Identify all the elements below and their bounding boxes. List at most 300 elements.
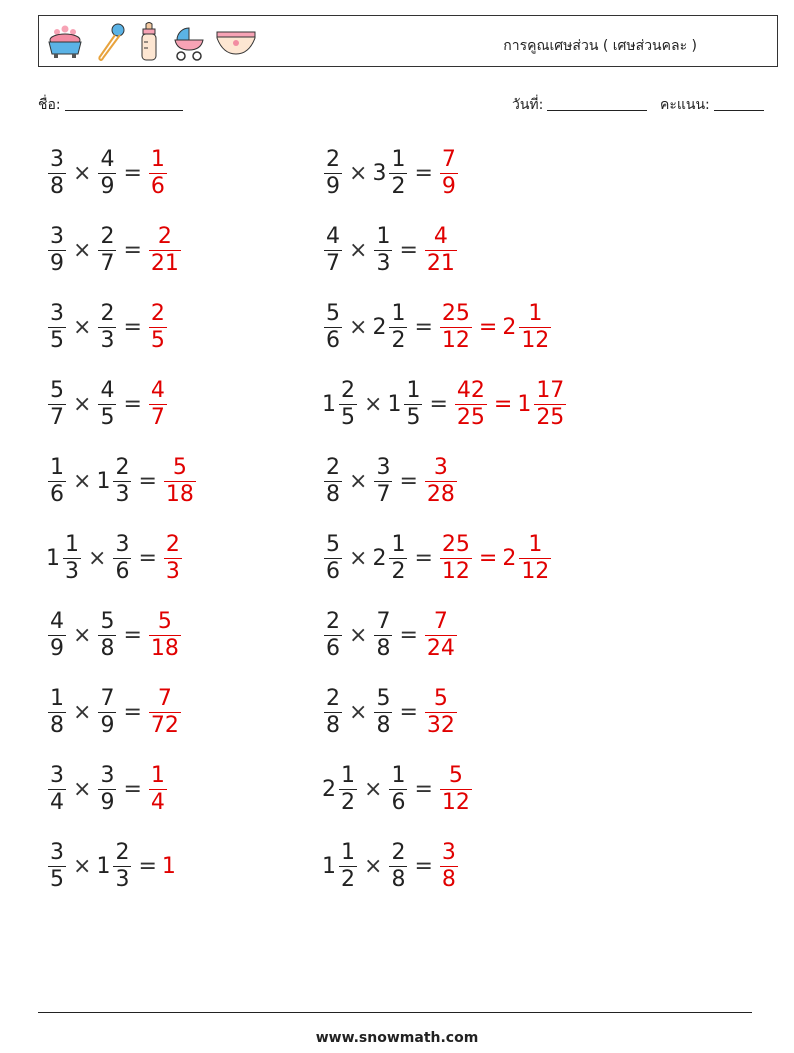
mixed-number: [372, 531, 409, 584]
numerator: 4: [150, 377, 165, 403]
mixed-number: [387, 839, 409, 892]
equals-sign: =: [414, 314, 433, 340]
times-sign: ×: [73, 391, 92, 417]
whole-part: 1: [96, 853, 111, 879]
times-sign: ×: [349, 237, 368, 263]
problem-item: [322, 527, 553, 589]
denominator: 6: [50, 481, 64, 507]
fraction: [149, 685, 181, 738]
numerator: 4: [326, 223, 340, 249]
mixed-number: [438, 146, 460, 199]
fraction: [389, 146, 407, 199]
numerator: 3: [115, 531, 130, 557]
fraction: [324, 300, 342, 353]
denominator: 21: [150, 250, 179, 276]
date-label: วันที่:: [512, 97, 544, 113]
numerator: 2: [165, 531, 180, 557]
equals-sign: =: [123, 391, 142, 417]
equals-sign: =: [138, 545, 157, 571]
numerator: 3: [50, 223, 64, 249]
numerator: 2: [326, 454, 340, 480]
mixed-number: [438, 531, 474, 584]
times-sign: ×: [73, 468, 92, 494]
numerator: 1: [391, 146, 406, 172]
mixed-number: [96, 839, 133, 892]
fraction: [324, 454, 342, 507]
equals-sign: =: [123, 160, 142, 186]
denominator: 3: [376, 250, 391, 276]
problem-item: [46, 681, 183, 743]
mixed-number: [46, 685, 68, 738]
numerator: 5: [448, 762, 463, 788]
fraction: [374, 223, 392, 276]
whole-part: 2: [502, 314, 517, 340]
footer-url: www.snowmath.com: [315, 1030, 479, 1046]
score-blank[interactable]: [714, 96, 764, 111]
mixed-number: [372, 300, 409, 353]
denominator: 9: [100, 712, 115, 738]
times-sign: ×: [73, 237, 92, 263]
fraction: [98, 762, 116, 815]
score-label: คะแนน:: [660, 97, 710, 113]
denominator: 8: [50, 173, 64, 199]
numerator: 2: [391, 839, 406, 865]
mixed-number: [147, 300, 169, 353]
bathtub-icon: [45, 22, 85, 62]
fraction: [534, 377, 566, 430]
numerator: 2: [100, 223, 115, 249]
denominator: 8: [441, 866, 456, 892]
mixed-number: [502, 531, 553, 584]
whole-part: 1: [387, 391, 402, 417]
times-sign: ×: [73, 853, 92, 879]
name-blank[interactable]: [65, 96, 183, 111]
numerator: 5: [50, 377, 64, 403]
denominator: 6: [115, 558, 130, 584]
answer: [453, 377, 568, 430]
numerator: 25: [441, 300, 470, 326]
denominator: 6: [326, 327, 340, 353]
mixed-number: [387, 762, 409, 815]
times-sign: ×: [349, 622, 368, 648]
mixed-number: [322, 223, 344, 276]
problem-item: [322, 604, 459, 666]
numerator: 2: [100, 300, 115, 326]
denominator: 3: [115, 866, 130, 892]
fraction: [48, 685, 66, 738]
mixed-number: [423, 454, 459, 507]
numerator: 17: [536, 377, 565, 403]
denominator: 2: [341, 789, 355, 815]
fraction: [149, 223, 181, 276]
denominator: 3: [115, 481, 130, 507]
fraction: [324, 146, 342, 199]
problem-item: [46, 373, 169, 435]
mixed-number: [372, 146, 409, 199]
denominator: 5: [50, 327, 64, 353]
denominator: 9: [100, 789, 115, 815]
answer: [147, 608, 183, 661]
fraction: [149, 146, 167, 199]
denominator: 6: [391, 789, 406, 815]
mixed-number: [111, 531, 133, 584]
denominator: 25: [536, 404, 565, 430]
denominator: 21: [426, 250, 455, 276]
fraction: [374, 454, 392, 507]
worksheet-header: [38, 15, 778, 67]
denominator: 9: [326, 173, 340, 199]
fraction: [519, 300, 551, 353]
mixed-number: [147, 608, 183, 661]
numerator: 1: [150, 146, 165, 172]
problem-item: [322, 142, 460, 204]
numerator: 2: [326, 146, 340, 172]
mixed-number: [322, 531, 344, 584]
denominator: 2: [391, 558, 406, 584]
fraction: [440, 762, 472, 815]
denominator: 5: [100, 404, 115, 430]
fraction: [389, 762, 407, 815]
whole-part: 2: [502, 545, 517, 571]
times-sign: ×: [349, 699, 368, 725]
numerator: 4: [100, 146, 115, 172]
mixed-number: [322, 839, 359, 892]
times-sign: ×: [73, 314, 92, 340]
numerator: 1: [391, 762, 406, 788]
fraction: [425, 454, 457, 507]
fraction: [389, 839, 407, 892]
name-field[interactable]: [38, 94, 183, 116]
numerator: 1: [341, 839, 355, 865]
fraction: [324, 685, 342, 738]
answer: [423, 223, 459, 276]
numerator: 4: [433, 223, 448, 249]
answer: [438, 300, 553, 353]
times-sign: ×: [73, 622, 92, 648]
mixed-number: [438, 839, 460, 892]
times-sign: ×: [73, 776, 92, 802]
fraction: [149, 608, 181, 661]
equals-sign: =: [399, 622, 418, 648]
equals-sign: =: [123, 699, 142, 725]
fraction: [389, 531, 407, 584]
mixed-number: [322, 762, 359, 815]
denominator: 18: [165, 481, 194, 507]
problem-item: [322, 450, 459, 512]
mixed-number: [96, 377, 118, 430]
mixed-number: [46, 839, 68, 892]
numerator: 2: [115, 839, 130, 865]
mixed-number: [96, 146, 118, 199]
date-blank[interactable]: [547, 96, 647, 111]
equals-sign: =: [123, 314, 142, 340]
fraction: [324, 531, 342, 584]
mixed-number: [423, 608, 459, 661]
denominator: 4: [150, 789, 165, 815]
mixed-number: [46, 608, 68, 661]
numerator: 2: [157, 223, 172, 249]
numerator: 3: [100, 762, 115, 788]
answer: [147, 300, 169, 353]
numerator: 1: [406, 377, 421, 403]
whole-part: 1: [96, 468, 111, 494]
fraction: [425, 608, 457, 661]
numerator: 7: [376, 608, 391, 634]
denominator: 2: [391, 327, 406, 353]
fraction: [98, 223, 116, 276]
problem-item: [46, 219, 183, 281]
fraction: [440, 531, 472, 584]
fraction: [149, 762, 167, 815]
numerator: 1: [391, 531, 406, 557]
numerator: 2: [341, 377, 355, 403]
numerator: 42: [456, 377, 485, 403]
fraction: [113, 839, 131, 892]
problem-item: [46, 835, 177, 897]
mixed-number: [96, 608, 118, 661]
worksheet-title: การคูณเศษส่วน ( เศษส่วนคละ ): [503, 38, 697, 54]
denominator: 25: [456, 404, 485, 430]
equals-sign: =: [399, 237, 418, 263]
diaper-icon: [215, 22, 257, 62]
answer: [162, 454, 198, 507]
numerator: 3: [376, 454, 391, 480]
numerator: 1: [50, 685, 64, 711]
numerator: 1: [65, 531, 79, 557]
mixed-number: [96, 454, 133, 507]
fraction: [440, 300, 472, 353]
mixed-number: [438, 762, 474, 815]
problem-item: [46, 758, 169, 820]
name-label: ชื่อ:: [38, 97, 61, 113]
fraction: [425, 685, 457, 738]
fraction: [425, 223, 457, 276]
mixed-number: [46, 300, 68, 353]
equals-sign: =: [478, 314, 498, 340]
denominator: 3: [100, 327, 115, 353]
denominator: 12: [441, 558, 470, 584]
fraction: [440, 839, 458, 892]
answer: [438, 531, 553, 584]
denominator: 5: [406, 404, 421, 430]
baby-bottle-icon: [135, 22, 163, 62]
score-field[interactable]: [660, 94, 764, 116]
equals-sign: =: [493, 391, 513, 417]
mixed-number: [46, 223, 68, 276]
answer: [438, 146, 460, 199]
baby-carriage-icon: [171, 22, 207, 62]
numerator: 3: [50, 762, 64, 788]
fraction: [389, 300, 407, 353]
denominator: 8: [326, 481, 340, 507]
fraction: [98, 300, 116, 353]
whole-part: 1: [161, 853, 176, 879]
problem-item: [322, 758, 474, 820]
fraction: [98, 146, 116, 199]
denominator: 2: [391, 173, 406, 199]
numerator: 1: [341, 762, 355, 788]
problem-item: [322, 681, 459, 743]
mixed-number: [322, 300, 344, 353]
fraction: [164, 454, 196, 507]
fraction: [455, 377, 487, 430]
mixed-number: [322, 685, 344, 738]
denominator: 9: [100, 173, 115, 199]
problem-item: [46, 604, 183, 666]
header-icons: [45, 22, 257, 62]
problem-item: [322, 373, 568, 435]
times-sign: ×: [88, 545, 107, 571]
numerator: 5: [100, 608, 115, 634]
fraction: [339, 762, 357, 815]
numerator: 7: [157, 685, 172, 711]
equals-sign: =: [414, 545, 433, 571]
fraction: [149, 300, 167, 353]
whole-part: 2: [372, 314, 387, 340]
answer: [423, 608, 459, 661]
mixed-number: [387, 377, 424, 430]
numerator: 5: [172, 454, 187, 480]
problem-item: [46, 296, 169, 358]
times-sign: ×: [349, 468, 368, 494]
fraction: [48, 146, 66, 199]
denominator: 5: [50, 866, 64, 892]
answer: [147, 762, 169, 815]
equals-sign: =: [123, 776, 142, 802]
equals-sign: =: [399, 699, 418, 725]
numerator: 5: [433, 685, 448, 711]
fraction: [48, 762, 66, 815]
mixed-number: [147, 762, 169, 815]
fraction: [374, 608, 392, 661]
times-sign: ×: [364, 853, 383, 879]
mixed-number: [147, 377, 169, 430]
denominator: 72: [150, 712, 179, 738]
times-sign: ×: [73, 699, 92, 725]
numerator: 7: [433, 608, 448, 634]
whole-part: 1: [46, 545, 60, 571]
denominator: 6: [326, 558, 340, 584]
denominator: 8: [100, 635, 115, 661]
mixed-number: [147, 685, 183, 738]
numerator: 7: [441, 146, 456, 172]
numerator: 4: [50, 608, 64, 634]
numerator: 3: [433, 454, 448, 480]
denominator: 12: [521, 327, 550, 353]
answer: [162, 531, 184, 584]
mixed-number: [372, 685, 394, 738]
fraction: [48, 377, 66, 430]
numerator: 4: [100, 377, 115, 403]
denominator: 7: [50, 404, 64, 430]
times-sign: ×: [349, 160, 368, 186]
whole-part: 1: [322, 391, 336, 417]
fraction: [98, 608, 116, 661]
fraction: [324, 608, 342, 661]
denominator: 6: [150, 173, 165, 199]
times-sign: ×: [349, 545, 368, 571]
times-sign: ×: [364, 391, 383, 417]
answer: [147, 223, 183, 276]
numerator: 3: [50, 300, 64, 326]
denominator: 5: [341, 404, 355, 430]
answer: [438, 762, 474, 815]
numerator: 5: [326, 300, 340, 326]
mixed-number: [46, 531, 83, 584]
mixed-number: [423, 685, 459, 738]
denominator: 6: [326, 635, 340, 661]
denominator: 9: [50, 250, 64, 276]
denominator: 7: [326, 250, 340, 276]
date-field[interactable]: [512, 94, 647, 116]
denominator: 2: [341, 866, 355, 892]
times-sign: ×: [73, 160, 92, 186]
numerator: 1: [528, 531, 543, 557]
mixed-number: [322, 454, 344, 507]
denominator: 3: [165, 558, 180, 584]
answer: [147, 146, 169, 199]
denominator: 7: [100, 250, 115, 276]
problem-item: [322, 835, 460, 897]
numerator: 1: [50, 454, 64, 480]
fraction: [63, 531, 81, 584]
denominator: 8: [376, 635, 391, 661]
mixed-number: [438, 300, 474, 353]
problem-item: [46, 450, 198, 512]
numerator: 2: [326, 685, 340, 711]
equals-sign: =: [123, 237, 142, 263]
mixed-number: [502, 300, 553, 353]
fraction: [339, 839, 357, 892]
answer: [147, 685, 183, 738]
mixed-number: [322, 608, 344, 661]
numerator: 2: [115, 454, 130, 480]
safety-pin-icon: [93, 22, 127, 62]
equals-sign: =: [123, 622, 142, 648]
problem-item: [46, 142, 169, 204]
fraction: [404, 377, 422, 430]
answer: [147, 377, 169, 430]
fraction: [519, 531, 551, 584]
mixed-number: [322, 377, 359, 430]
mixed-number: [96, 762, 118, 815]
mixed-number: [162, 531, 184, 584]
whole-part: 1: [322, 853, 336, 879]
answer: [438, 839, 460, 892]
equals-sign: =: [414, 853, 433, 879]
fraction: [98, 685, 116, 738]
mixed-number: [96, 300, 118, 353]
fraction: [149, 377, 167, 430]
equals-sign: =: [138, 468, 157, 494]
denominator: 7: [376, 481, 391, 507]
fraction: [48, 608, 66, 661]
mixed-number: [517, 377, 568, 430]
mixed-number: [96, 685, 118, 738]
mixed-number: [46, 146, 68, 199]
numerator: 3: [441, 839, 456, 865]
mixed-number: [423, 223, 459, 276]
denominator: 7: [150, 404, 165, 430]
numerator: 3: [50, 839, 64, 865]
footer-divider: [38, 1012, 752, 1013]
numerator: 7: [100, 685, 115, 711]
equals-sign: =: [478, 545, 498, 571]
fraction: [113, 531, 131, 584]
denominator: 8: [391, 866, 406, 892]
problem-item: [322, 219, 459, 281]
fraction: [374, 685, 392, 738]
